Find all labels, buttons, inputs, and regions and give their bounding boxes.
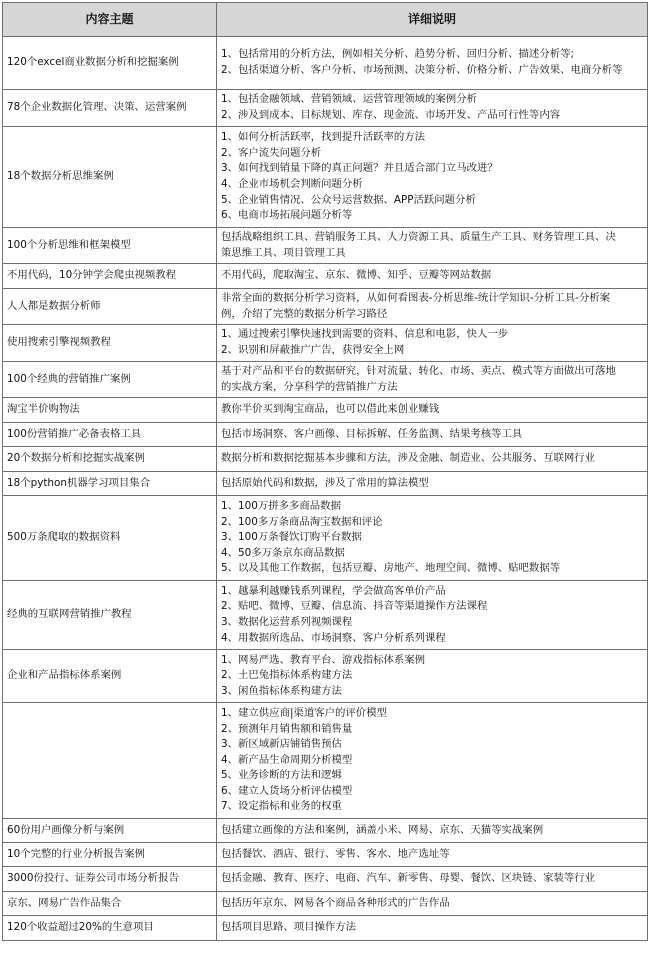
topic-cell: 20个数据分析和挖掘实战案例 [3, 447, 217, 472]
detail-line: 4、50多万条京东商品数据 [221, 546, 345, 559]
topic-cell: 78个企业数据化管理、决策、运营案例 [3, 90, 217, 127]
topic-cell: 120个excel商业数据分析和挖掘案例 [3, 37, 217, 90]
detail-line: 3、数据化运营系列视频课程 [221, 616, 353, 628]
detail-cell [217, 581, 648, 650]
detail-line: 包括历年京东、网易各个商品各种形式的广告作品 [221, 896, 450, 909]
detail-cell [217, 362, 648, 398]
detail-line: 1、100万拼多多商品数据 [221, 500, 341, 513]
table-row [3, 867, 648, 892]
detail-line: 包括金融、教育、医疗、电商、汽车、新零售、母婴、餐饮、区块链、家装等行业 [221, 872, 596, 885]
detail-line: 5、企业销售情况、公众号运营数据、APP活跃问题分析 [221, 193, 476, 206]
detail-line: 4、企业市场机会判断问题分析 [221, 178, 363, 190]
detail-cell [217, 496, 648, 581]
detail-line: 包括餐饮、酒店、银行、零售、客水、地产选址等 [221, 847, 450, 860]
table-row [3, 581, 648, 650]
detail-line: 4、用数据所选品、市场洞察、客户分析系列课程 [221, 631, 446, 644]
detail-line: 1、建立供应商|渠道客户的评价模型 [221, 706, 387, 719]
detail-cell [217, 228, 648, 264]
detail-line: 1、网易严选、教育平台、游戏指标体系案例 [221, 653, 426, 666]
detail-cell [217, 423, 648, 447]
detail-cell [217, 650, 648, 703]
detail-line: 非常全面的数据分析学习资料，从如何看图表-分析思维-统计学知识-分析工具-分析案 [221, 291, 611, 304]
detail-line: 6、建立人货场分析评估模型 [221, 784, 353, 797]
detail-cell [217, 819, 648, 843]
topic-cell: 120个收益超过20%的生意项目 [3, 916, 217, 941]
table-row [3, 37, 648, 90]
detail-line: 7、设定指标和业务的权重 [221, 800, 342, 813]
topic-cell: 3000份投行、证券公司市场分析报告 [3, 867, 217, 892]
topic-cell: 500万条爬取的数据资料 [3, 496, 217, 581]
table-row [3, 398, 648, 423]
detail-cell [217, 127, 648, 228]
detail-line: 2、贴吧、微博、豆瓣、信息流、抖音等渠道操作方法课程 [221, 600, 488, 613]
topic-cell [3, 703, 217, 819]
table-body [3, 37, 648, 941]
detail-cell [217, 289, 648, 325]
detail-line: 2、预测年月销售额和销售量 [221, 722, 353, 735]
detail-line: 5、业务诊断的方法和逻辑 [221, 769, 342, 782]
topic-cell: 18个python机器学习项目集合 [3, 472, 217, 496]
detail-cell [217, 843, 648, 867]
detail-line: 包括市场洞察、客户画像、目标拆解、任务监测、结果考核等工具 [221, 427, 523, 440]
topic-cell: 60份用户画像分析与案例 [3, 819, 217, 843]
detail-line: 不用代码，爬取淘宝、京东、微博、知乎、豆瓣等网站数据 [221, 269, 492, 282]
detail-line: 3、100万条餐饮订购平台数据 [221, 531, 362, 544]
detail-cell [217, 325, 648, 362]
table-row [3, 819, 648, 843]
table-row [3, 90, 648, 127]
content-table [2, 2, 648, 941]
topic-cell: 100个经典的营销推广案例 [3, 362, 217, 398]
detail-cell [217, 264, 648, 289]
topic-cell: 18个数据分析思维案例 [3, 127, 217, 228]
header-topic: 内容主题 [3, 3, 217, 37]
table-row [3, 264, 648, 289]
topic-cell: 不用代码，10分钟学会爬虫视频教程 [3, 264, 217, 289]
detail-line: 1、如何分析活跃率，找到提升活跃率的方法 [221, 131, 426, 144]
detail-line: 教你半价买到淘宝商品，也可以借此来创业赚钱 [221, 403, 440, 416]
topic-cell: 经典的互联网营销推广教程 [3, 581, 217, 650]
detail-line: 6、电商市场拓展问题分析等 [221, 209, 353, 222]
detail-line: 3、如何找到销量下降的真正问题？并且适合部门立马改进？ [221, 162, 498, 175]
detail-line: 1、包括金融领域、营销领域、运营管理领域的案例分析 [221, 93, 477, 106]
detail-line: 4、新产品生命周期分析模型 [221, 753, 353, 766]
detail-line: 2、100多万条商品淘宝数据和评论 [221, 515, 383, 528]
table-row [3, 472, 648, 496]
topic-cell: 使用搜索引擎视频教程 [3, 325, 217, 362]
detail-line: 2、识别和屏蔽推广广告，获得安全上网 [221, 344, 405, 356]
topic-cell: 100个分析思维和框架模型 [3, 228, 217, 264]
detail-line: 例，介绍了完整的数据分析学习路径 [221, 307, 388, 320]
detail-line: 的实战方案，分享科学的营销推广方法 [221, 380, 398, 393]
detail-line: 1、越暴利越赚钱系列课程，学会做高客单价产品 [221, 584, 446, 597]
header-detail: 详细说明 [217, 3, 648, 37]
detail-line: 1、包括常用的分析方法，例如相关分析、趋势分析、回归分析、描述分析等; [221, 48, 574, 61]
topic-cell: 人人都是数据分析师 [3, 289, 217, 325]
detail-cell [217, 472, 648, 496]
table-row [3, 127, 648, 228]
table-row [3, 496, 648, 581]
table-header-row [3, 3, 648, 37]
detail-cell [217, 703, 648, 819]
content-table-container [2, 2, 647, 941]
detail-line: 2、客户流失问题分析 [221, 146, 322, 159]
detail-line: 2、土巴兔指标体系构建方法 [221, 669, 353, 682]
detail-line: 2、涉及到成本、目标规划、库存、现金流、市场开发、产品可行性等内容 [221, 109, 561, 121]
detail-cell [217, 90, 648, 127]
table-row [3, 325, 648, 362]
detail-line: 包括项目思路、项目操作方法 [221, 921, 357, 934]
topic-cell: 10个完整的行业分析报告案例 [3, 843, 217, 867]
detail-cell [217, 447, 648, 472]
detail-line: 包括战略组织工具、营销服务工具、人力资源工具、质量生产工具、财务管理工具、决 [221, 230, 616, 243]
table-row [3, 703, 648, 819]
table-row [3, 289, 648, 325]
detail-cell [217, 37, 648, 90]
topic-cell: 淘宝半价购物法 [3, 398, 217, 423]
detail-line: 包括建立画像的方法和案例，涵盖小米、网易、京东、天猫等实战案例 [221, 823, 544, 836]
table-row [3, 447, 648, 472]
table-row [3, 423, 648, 447]
table-row [3, 916, 648, 941]
topic-cell: 京东、网易广告作品集合 [3, 892, 217, 916]
detail-line: 3、闲鱼指标体系构建方法 [221, 684, 342, 697]
table-row [3, 892, 648, 916]
detail-cell [217, 892, 648, 916]
detail-line: 5、以及其他工作数据，包括豆瓣、房地产、地理空间、微博、贴吧数据等 [221, 562, 561, 575]
detail-line: 2、包括渠道分析、客户分析、市场预测、决策分析、价格分析、广告效果、电商分析等 [221, 64, 623, 76]
table-row [3, 650, 648, 703]
detail-line: 数据分析和数据挖掘基本步骤和方法，涉及金融、制造业、公共服务、互联网行业 [221, 452, 596, 465]
detail-cell [217, 916, 648, 941]
detail-line: 包括原始代码和数据，涉及了常用的算法模型 [221, 476, 429, 489]
topic-cell: 100份营销推广必备表格工具 [3, 423, 217, 447]
detail-cell [217, 867, 648, 892]
table-row [3, 362, 648, 398]
detail-line: 基于对产品和平台的数据研究，针对流量、转化、市场、卖点、模式等方面做出可落地 [221, 364, 616, 377]
detail-cell [217, 398, 648, 423]
detail-line: 1、通过搜索引擎快速找到需要的资料、信息和电影，快人一步 [221, 328, 509, 341]
table-row [3, 228, 648, 264]
detail-line: 策思维工具、项目管理工具 [221, 246, 346, 259]
table-row [3, 843, 648, 867]
topic-cell: 企业和产品指标体系案例 [3, 650, 217, 703]
detail-line: 3、新区域新店铺销售预估 [221, 738, 342, 751]
